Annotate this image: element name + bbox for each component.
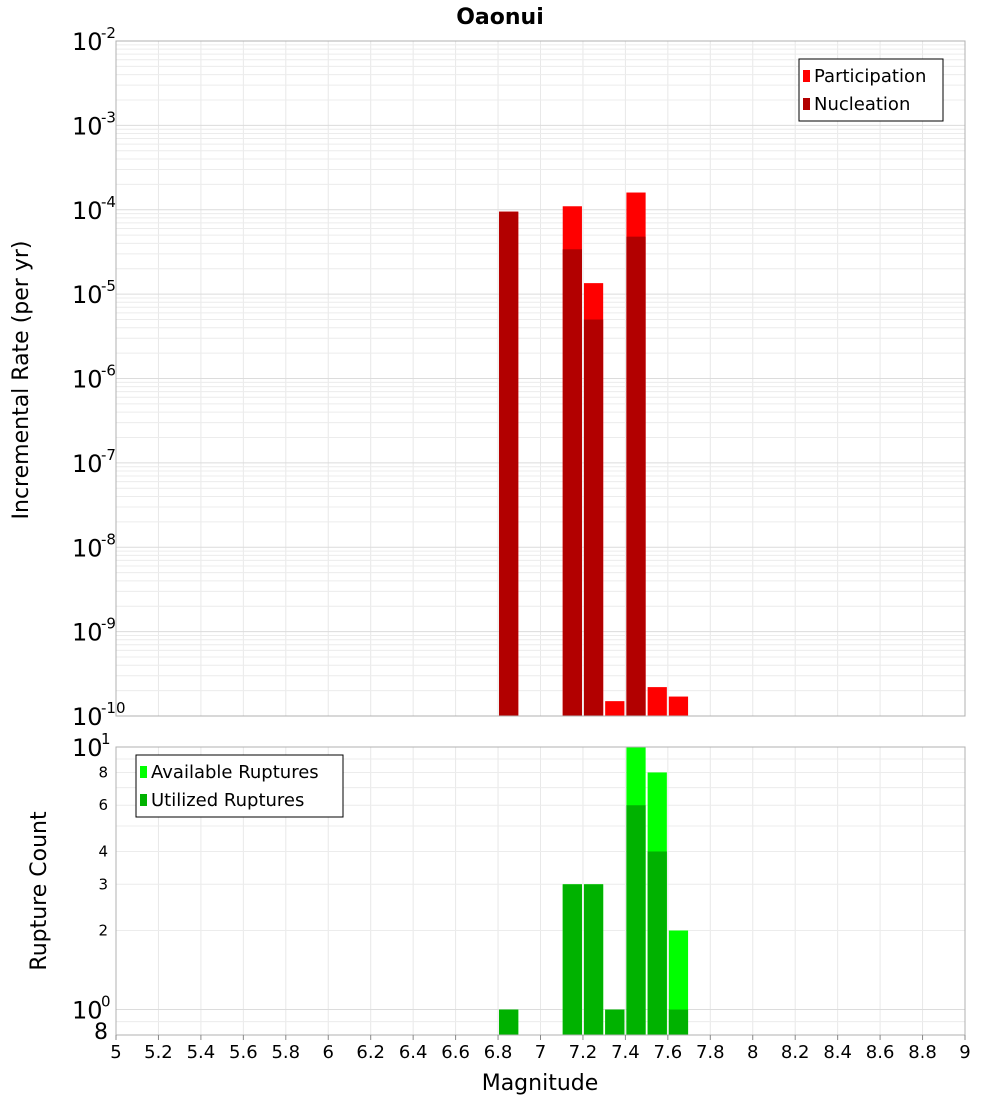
x-tick-label: 8 xyxy=(747,1042,759,1063)
x-tick-label: 7.6 xyxy=(653,1042,683,1063)
rate-y-tick-label: 10 xyxy=(72,112,103,141)
x-tick-label: 8.8 xyxy=(908,1042,937,1063)
count-y-minor-tick-label: 2 xyxy=(98,921,108,940)
chart-title: Oaonui xyxy=(456,5,544,30)
x-tick-label: 6.6 xyxy=(441,1042,470,1063)
count-bar-b xyxy=(563,884,582,1035)
rate-bar-a xyxy=(648,687,667,716)
count-panel xyxy=(27,730,965,1045)
count-y-tick-label: 10 xyxy=(72,996,103,1025)
count-y-minor-tick-label: 4 xyxy=(98,842,108,861)
rate-legend-label: Participation xyxy=(814,66,927,87)
rate-y-tick-label: 10 xyxy=(72,365,103,394)
rate-y-tick-label: 10 xyxy=(72,196,103,225)
count-y-minor-tick-label: 3 xyxy=(98,875,108,894)
rate-y-tick-exponent: -8 xyxy=(101,530,116,549)
x-tick-label: 8.2 xyxy=(780,1042,810,1063)
rate-y-tick-exponent: -3 xyxy=(101,108,116,127)
count-y-minor-tick-label: 6 xyxy=(98,796,108,815)
count-bar-b xyxy=(648,851,667,1035)
x-tick-label: 9 xyxy=(959,1042,971,1063)
x-axis-ticks xyxy=(110,1035,970,1063)
rate-legend xyxy=(799,59,943,121)
rate-y-tick-exponent: -5 xyxy=(101,277,116,296)
rate-bar-b xyxy=(626,237,645,716)
rate-y-tick-exponent: -4 xyxy=(101,192,116,211)
x-tick-label: 6 xyxy=(322,1042,334,1063)
x-tick-label: 5.8 xyxy=(271,1042,301,1063)
rate-y-axis-label: Incremental Rate (per yr) xyxy=(9,240,34,520)
rate-bar-b xyxy=(499,212,518,716)
x-tick-label: 6.8 xyxy=(483,1042,513,1063)
x-tick-label: 8.6 xyxy=(865,1042,895,1063)
rate-y-tick-exponent: -7 xyxy=(101,445,116,464)
x-axis-label: Magnitude xyxy=(481,1071,599,1096)
count-legend xyxy=(136,755,343,817)
x-tick-label: 7.4 xyxy=(611,1042,640,1063)
x-tick-label: 7.2 xyxy=(568,1042,598,1063)
rate-y-tick-label: 10 xyxy=(72,618,103,647)
count-legend-label: Available Ruptures xyxy=(151,762,319,783)
count-bar-b xyxy=(669,1010,688,1035)
rate-y-tick-label: 10 xyxy=(72,281,103,310)
count-y-tick-exponent: 1 xyxy=(101,730,111,748)
rate-y-tick-exponent: -6 xyxy=(101,361,116,380)
rate-y-tick-label: 10 xyxy=(72,703,103,731)
x-tick-label: 7.8 xyxy=(695,1042,725,1063)
x-tick-label: 5.6 xyxy=(229,1042,258,1063)
x-tick-label: 5.2 xyxy=(144,1042,173,1063)
rate-gridlines xyxy=(116,41,965,716)
x-tick-label: 5.4 xyxy=(186,1042,216,1063)
count-legend-swatch xyxy=(140,766,147,778)
count-legend-swatch xyxy=(140,794,147,806)
rate-y-tick-label: 10 xyxy=(72,534,103,563)
rate-bar-b xyxy=(584,320,603,716)
rate-y-tick-exponent: -10 xyxy=(101,699,126,717)
count-y-tick-exponent: 0 xyxy=(101,992,111,1011)
count-bar-b xyxy=(584,884,603,1035)
rate-legend-label: Nucleation xyxy=(814,94,911,115)
count-y-tick-label: 10 xyxy=(72,734,103,762)
count-bar-b xyxy=(626,805,645,1035)
count-bar-b xyxy=(499,1010,518,1035)
x-tick-label: 8.4 xyxy=(823,1042,852,1063)
count-y-ticks xyxy=(72,730,111,1045)
rate-legend-swatch xyxy=(803,70,810,82)
x-tick-label: 5 xyxy=(110,1042,122,1063)
rate-bar-a xyxy=(669,697,688,716)
count-legend-label: Utilized Ruptures xyxy=(151,790,305,811)
count-y-minor-tick-label: 8 xyxy=(98,763,108,782)
rate-bar-a xyxy=(605,701,624,716)
count-y-axis-label: Rupture Count xyxy=(27,811,52,971)
rate-y-tick-exponent: -9 xyxy=(101,614,116,633)
rate-bar-b xyxy=(563,249,582,716)
x-tick-label: 6.2 xyxy=(356,1042,386,1063)
x-tick-label: 7 xyxy=(534,1042,547,1063)
rate-y-tick-exponent: -2 xyxy=(101,24,116,42)
rate-legend-swatch xyxy=(803,98,810,110)
x-tick-label: 6.4 xyxy=(398,1042,428,1063)
count-bar-b xyxy=(605,1010,624,1035)
count-y-minor-tick-label: 8 xyxy=(94,1020,108,1045)
rate-y-tick-label: 10 xyxy=(72,449,103,478)
rate-panel xyxy=(9,24,965,731)
rate-y-tick-label: 10 xyxy=(72,28,103,56)
